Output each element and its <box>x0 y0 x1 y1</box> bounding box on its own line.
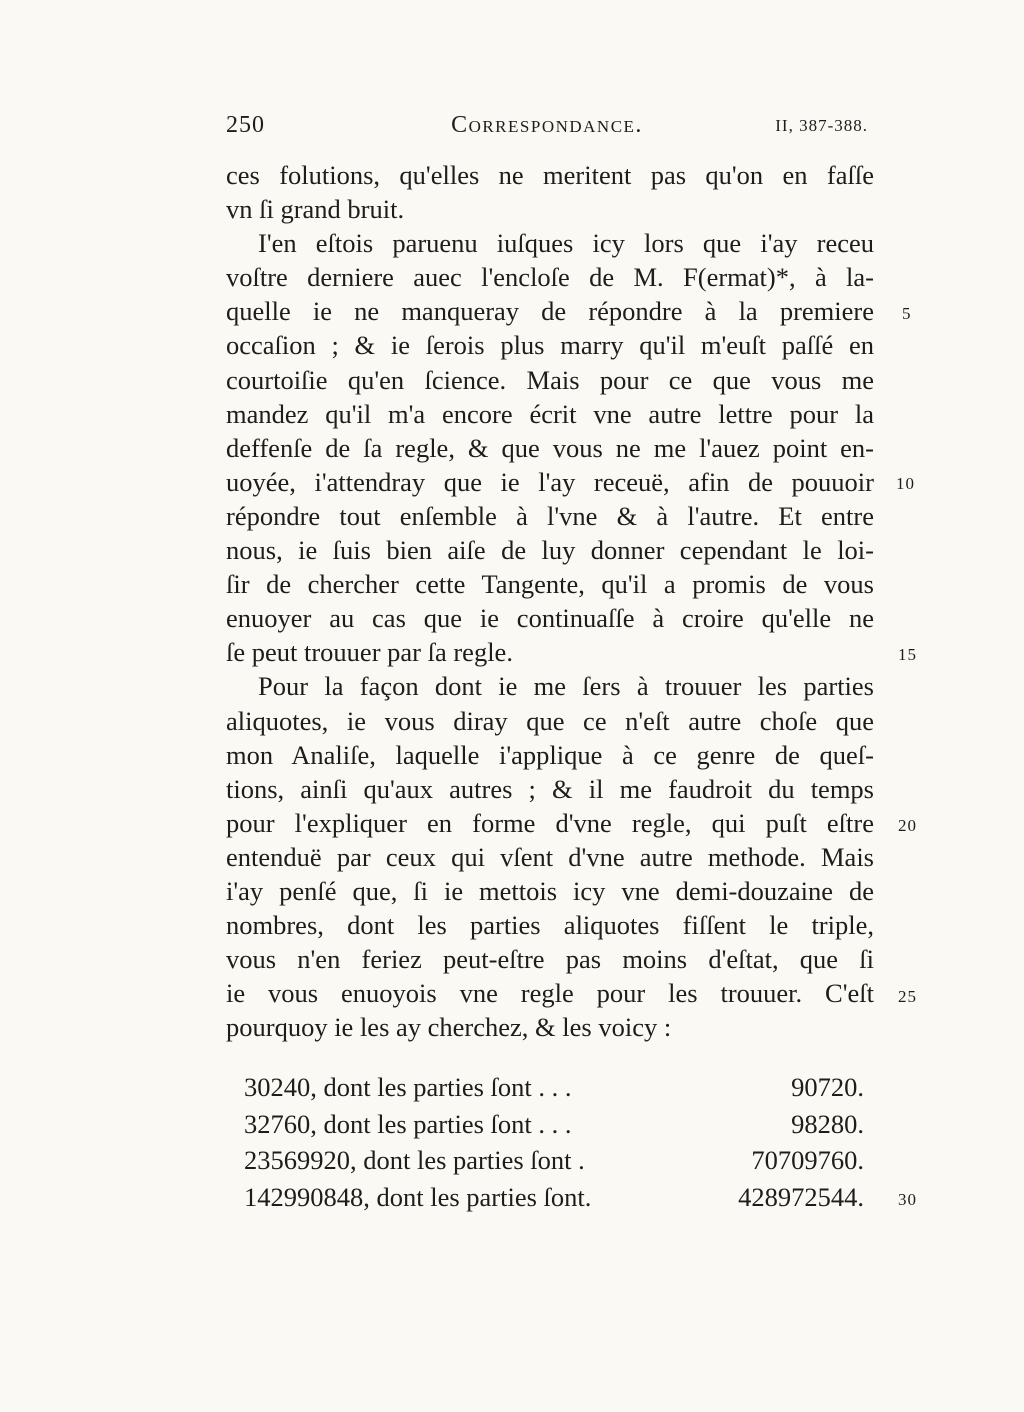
text-line: uoyée, i'attendray que ie l'ay receuë, afin de pouuoir <box>226 466 874 497</box>
line-number-marker: 10 <box>896 474 915 493</box>
table-row <box>244 1145 864 1182</box>
aliquot-sum: 70709760. <box>751 1145 864 1175</box>
text-line: occaſion ; & ie ſerois plus marry qu'il m'euſt paſſé en <box>226 330 874 361</box>
text-line: courtoiſie qu'en ſcience. Mais pour ce que vous me <box>226 364 874 395</box>
text-line: quelle ie ne manqueray de répondre à la premiere <box>226 296 874 327</box>
text-line: I'en eſtois paruenu iuſques icy lors que i'ay receu <box>258 228 874 259</box>
text-line: pour l'expliquer en forme d'vne regle, qui puſt eſtre <box>226 807 874 838</box>
aliquot-sum: 428972544. <box>738 1181 864 1212</box>
text-line: ſir de chercher cette Tangente, qu'il a promis de vous <box>226 569 874 600</box>
text-line: vn ſi grand bruit. <box>226 194 405 225</box>
line-number-marker: 15 <box>898 645 917 664</box>
number-label: 32760, dont les parties ſont . . . <box>244 1108 572 1139</box>
running-header <box>226 112 868 148</box>
aliquot-sum: 98280. <box>791 1108 864 1139</box>
text-line: mon Analiſe, laquelle i'applique à ce genre de queſ- <box>226 739 874 770</box>
text-line: ſe peut trouuer par ſa regle. <box>226 637 513 668</box>
table-row <box>244 1109 864 1146</box>
text-line: vous n'en feriez peut-eſtre pas moins d'eſtat, que ſi <box>226 944 874 975</box>
text-line: aliquotes, ie vous diray que ce n'eſt autre choſe que <box>226 705 874 736</box>
text-line: mandez qu'il m'a encore écrit vne autre lettre pour la <box>226 398 874 429</box>
text-line: répondre tout enſemble à l'vne & à l'autre. Et entre <box>226 500 874 531</box>
letter-body <box>226 158 874 1044</box>
text-line: nombres, dont les parties aliquotes fiſſent le triple, <box>226 910 874 941</box>
page-title: Correspondance. <box>451 112 643 138</box>
text-line: tions, ainſi qu'aux autres ; & il me faudroit du temps <box>226 773 874 804</box>
page-number: 250 <box>226 112 265 138</box>
line-number-marker: 5 <box>902 304 912 323</box>
text-line: ie vous enuoyois vne regle pour les trouuer. C'eſt <box>226 978 874 1009</box>
aliquot-numbers-table <box>244 1072 864 1218</box>
number-label: 142990848, dont les parties ſont. <box>244 1181 592 1212</box>
text-line: deffenſe de ſa regle, & que vous ne me l'auez point en- <box>226 432 874 463</box>
text-line: pourquoy ie les ay cherchez, & les voicy : <box>226 1012 672 1043</box>
line-number-marker: 30 <box>898 1190 917 1209</box>
aliquot-sum: 90720. <box>791 1072 864 1102</box>
text-line: i'ay penſé que, ſi ie mettois icy vne demi-douzaine de <box>226 875 874 906</box>
number-label: 30240, dont les parties ſont . . . <box>244 1072 572 1102</box>
text-line: entenduë par ceux qui vſent d'vne autre methode. Mais <box>226 841 874 872</box>
text-line: voſtre derniere auec l'encloſe de M. F(ermat)*, à la- <box>226 262 874 293</box>
text-line: Pour la façon dont ie me ſers à trouuer les parties <box>258 671 874 702</box>
text-line: nous, ie ſuis bien aiſe de luy donner cependant le loi- <box>226 535 874 566</box>
page-reference: II, 387-388. <box>775 116 868 135</box>
table-row <box>244 1072 864 1109</box>
table-row <box>244 1182 864 1219</box>
text-line: enuoyer au cas que ie continuaſſe à croire qu'elle ne <box>226 603 874 634</box>
line-number-marker: 20 <box>898 816 917 835</box>
text-line: ces folutions, qu'elles ne meritent pas qu'on en faſſe <box>226 160 874 190</box>
number-label: 23569920, dont les parties ſont . <box>244 1145 585 1175</box>
line-number-marker: 25 <box>898 987 917 1006</box>
